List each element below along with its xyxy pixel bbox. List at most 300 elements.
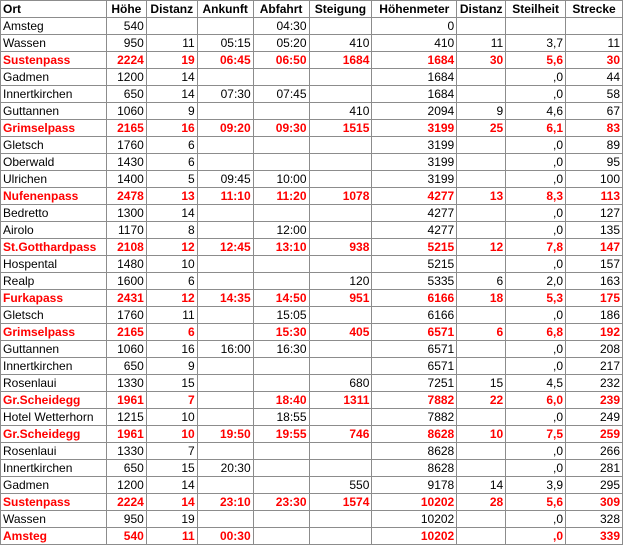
cell-distanz[interactable]: 19 xyxy=(146,511,197,528)
cell-ort[interactable]: Grimselpass xyxy=(1,324,107,341)
cell-strecke[interactable]: 339 xyxy=(566,528,623,545)
cell-distanz[interactable]: 5 xyxy=(146,171,197,188)
cell-steigung[interactable] xyxy=(309,341,372,358)
cell-ort[interactable]: Innertkirchen xyxy=(1,86,107,103)
cell-strecke[interactable]: 208 xyxy=(566,341,623,358)
cell-distanz[interactable]: 13 xyxy=(146,188,197,205)
cell-hoehe[interactable]: 1961 xyxy=(106,392,146,409)
cell-steilheit[interactable]: ,0 xyxy=(506,358,566,375)
cell-steigung[interactable] xyxy=(309,307,372,324)
cell-strecke[interactable]: 127 xyxy=(566,205,623,222)
cell-distanz[interactable]: 9 xyxy=(146,358,197,375)
cell-hoehenmeter[interactable]: 4277 xyxy=(372,222,457,239)
cell-hoehenmeter[interactable]: 5215 xyxy=(372,239,457,256)
cell-abfahrt[interactable]: 09:30 xyxy=(253,120,309,137)
cell-ankunft[interactable]: 23:10 xyxy=(197,494,253,511)
cell-strecke[interactable]: 295 xyxy=(566,477,623,494)
cell-steilheit[interactable] xyxy=(506,18,566,35)
cell-hoehenmeter[interactable]: 0 xyxy=(372,18,457,35)
cell-distanz[interactable]: 6 xyxy=(146,273,197,290)
cell-hoehe[interactable]: 1961 xyxy=(106,426,146,443)
cell-distanz[interactable]: 16 xyxy=(146,120,197,137)
cell-distanz[interactable]: 12 xyxy=(146,290,197,307)
cell-steilheit[interactable]: 5,3 xyxy=(506,290,566,307)
cell-hoehenmeter[interactable]: 6571 xyxy=(372,341,457,358)
cell-ankunft[interactable] xyxy=(197,392,253,409)
cell-distanz[interactable]: 7 xyxy=(146,443,197,460)
cell-ort[interactable]: Guttannen xyxy=(1,341,107,358)
cell-strecke[interactable]: 83 xyxy=(566,120,623,137)
cell-abfahrt[interactable] xyxy=(253,103,309,120)
cell-steilheit[interactable]: 2,0 xyxy=(506,273,566,290)
cell-ankunft[interactable] xyxy=(197,154,253,171)
cell-distanz[interactable]: 8 xyxy=(146,222,197,239)
cell-hoehenmeter[interactable]: 8628 xyxy=(372,460,457,477)
cell-steilheit[interactable]: ,0 xyxy=(506,460,566,477)
cell-ankunft[interactable]: 11:10 xyxy=(197,188,253,205)
cell-strecke[interactable]: 328 xyxy=(566,511,623,528)
cell-steigung[interactable]: 951 xyxy=(309,290,372,307)
cell-steilheit[interactable]: ,0 xyxy=(506,443,566,460)
cell-abfahrt[interactable] xyxy=(253,273,309,290)
cell-hoehenmeter[interactable]: 3199 xyxy=(372,120,457,137)
cell-distanz-2[interactable] xyxy=(457,222,506,239)
cell-steigung[interactable] xyxy=(309,137,372,154)
cell-distanz-2[interactable] xyxy=(457,460,506,477)
cell-abfahrt[interactable]: 11:20 xyxy=(253,188,309,205)
cell-hoehenmeter[interactable]: 3199 xyxy=(372,171,457,188)
cell-steigung[interactable] xyxy=(309,222,372,239)
cell-distanz[interactable]: 14 xyxy=(146,477,197,494)
cell-steigung[interactable] xyxy=(309,18,372,35)
cell-abfahrt[interactable] xyxy=(253,358,309,375)
cell-abfahrt[interactable] xyxy=(253,460,309,477)
cell-abfahrt[interactable] xyxy=(253,511,309,528)
cell-ankunft[interactable]: 14:35 xyxy=(197,290,253,307)
cell-hoehe[interactable]: 1400 xyxy=(106,171,146,188)
cell-hoehe[interactable]: 1480 xyxy=(106,256,146,273)
cell-strecke[interactable]: 30 xyxy=(566,52,623,69)
cell-ankunft[interactable] xyxy=(197,324,253,341)
cell-hoehe[interactable]: 2165 xyxy=(106,324,146,341)
cell-hoehe[interactable]: 2431 xyxy=(106,290,146,307)
cell-hoehe[interactable]: 2165 xyxy=(106,120,146,137)
cell-steigung[interactable] xyxy=(309,511,372,528)
cell-abfahrt[interactable]: 04:30 xyxy=(253,18,309,35)
cell-ort[interactable]: Hospental xyxy=(1,256,107,273)
cell-distanz-2[interactable] xyxy=(457,307,506,324)
cell-ort[interactable]: Oberwald xyxy=(1,154,107,171)
col-header-steigung[interactable]: Steigung xyxy=(309,1,372,18)
cell-steigung[interactable]: 680 xyxy=(309,375,372,392)
cell-distanz-2[interactable]: 9 xyxy=(457,103,506,120)
cell-hoehe[interactable]: 2478 xyxy=(106,188,146,205)
cell-ankunft[interactable] xyxy=(197,307,253,324)
cell-steigung[interactable]: 1684 xyxy=(309,52,372,69)
cell-distanz[interactable]: 10 xyxy=(146,409,197,426)
cell-hoehenmeter[interactable]: 6166 xyxy=(372,290,457,307)
cell-ort[interactable]: Airolo xyxy=(1,222,107,239)
cell-hoehe[interactable]: 2224 xyxy=(106,52,146,69)
cell-hoehenmeter[interactable]: 7251 xyxy=(372,375,457,392)
cell-ort[interactable]: Sustenpass xyxy=(1,494,107,511)
cell-steilheit[interactable]: ,0 xyxy=(506,205,566,222)
cell-hoehe[interactable]: 1430 xyxy=(106,154,146,171)
cell-strecke[interactable]: 192 xyxy=(566,324,623,341)
cell-hoehe[interactable]: 1330 xyxy=(106,375,146,392)
cell-abfahrt[interactable]: 07:45 xyxy=(253,86,309,103)
cell-ankunft[interactable] xyxy=(197,18,253,35)
cell-hoehe[interactable]: 540 xyxy=(106,528,146,545)
cell-abfahrt[interactable]: 13:10 xyxy=(253,239,309,256)
cell-ort[interactable]: Rosenlaui xyxy=(1,375,107,392)
cell-hoehenmeter[interactable]: 1684 xyxy=(372,86,457,103)
cell-distanz-2[interactable]: 12 xyxy=(457,239,506,256)
cell-ort[interactable]: Wassen xyxy=(1,511,107,528)
cell-steigung[interactable] xyxy=(309,69,372,86)
cell-steilheit[interactable]: ,0 xyxy=(506,137,566,154)
cell-steilheit[interactable]: ,0 xyxy=(506,171,566,188)
cell-strecke[interactable]: 100 xyxy=(566,171,623,188)
cell-ort[interactable]: Rosenlaui xyxy=(1,443,107,460)
cell-strecke[interactable]: 232 xyxy=(566,375,623,392)
cell-steilheit[interactable]: 4,6 xyxy=(506,103,566,120)
cell-abfahrt[interactable]: 15:30 xyxy=(253,324,309,341)
cell-hoehenmeter[interactable]: 6166 xyxy=(372,307,457,324)
cell-abfahrt[interactable] xyxy=(253,205,309,222)
cell-ankunft[interactable] xyxy=(197,477,253,494)
cell-strecke[interactable]: 157 xyxy=(566,256,623,273)
cell-ort[interactable]: Gr.Scheidegg xyxy=(1,392,107,409)
cell-distanz[interactable] xyxy=(146,18,197,35)
cell-ort[interactable]: Amsteg xyxy=(1,528,107,545)
cell-ankunft[interactable] xyxy=(197,222,253,239)
cell-steigung[interactable] xyxy=(309,460,372,477)
cell-ort[interactable]: Gadmen xyxy=(1,477,107,494)
cell-strecke[interactable]: 147 xyxy=(566,239,623,256)
cell-hoehe[interactable]: 650 xyxy=(106,358,146,375)
cell-distanz[interactable]: 6 xyxy=(146,324,197,341)
cell-abfahrt[interactable]: 16:30 xyxy=(253,341,309,358)
cell-distanz[interactable]: 19 xyxy=(146,52,197,69)
cell-steigung[interactable]: 746 xyxy=(309,426,372,443)
col-header-ankunft[interactable]: Ankunft xyxy=(197,1,253,18)
cell-steigung[interactable] xyxy=(309,443,372,460)
cell-strecke[interactable]: 217 xyxy=(566,358,623,375)
cell-ort[interactable]: Realp xyxy=(1,273,107,290)
cell-ankunft[interactable] xyxy=(197,69,253,86)
cell-strecke[interactable]: 44 xyxy=(566,69,623,86)
cell-steilheit[interactable]: 6,0 xyxy=(506,392,566,409)
cell-distanz-2[interactable]: 25 xyxy=(457,120,506,137)
cell-strecke[interactable]: 163 xyxy=(566,273,623,290)
cell-steigung[interactable]: 1311 xyxy=(309,392,372,409)
cell-abfahrt[interactable]: 15:05 xyxy=(253,307,309,324)
cell-strecke[interactable]: 67 xyxy=(566,103,623,120)
cell-ankunft[interactable]: 00:30 xyxy=(197,528,253,545)
cell-hoehenmeter[interactable]: 10202 xyxy=(372,511,457,528)
cell-strecke[interactable]: 89 xyxy=(566,137,623,154)
cell-abfahrt[interactable]: 05:20 xyxy=(253,35,309,52)
cell-steigung[interactable]: 1078 xyxy=(309,188,372,205)
cell-abfahrt[interactable] xyxy=(253,137,309,154)
cell-ort[interactable]: Ulrichen xyxy=(1,171,107,188)
cell-hoehe[interactable]: 1060 xyxy=(106,103,146,120)
cell-distanz[interactable]: 11 xyxy=(146,307,197,324)
cell-ankunft[interactable] xyxy=(197,205,253,222)
cell-strecke[interactable]: 186 xyxy=(566,307,623,324)
cell-distanz-2[interactable]: 6 xyxy=(457,273,506,290)
col-header-abfahrt[interactable]: Abfahrt xyxy=(253,1,309,18)
cell-hoehenmeter[interactable]: 7882 xyxy=(372,409,457,426)
cell-steigung[interactable] xyxy=(309,358,372,375)
cell-steigung[interactable]: 405 xyxy=(309,324,372,341)
cell-hoehe[interactable]: 950 xyxy=(106,35,146,52)
cell-steilheit[interactable]: 5,6 xyxy=(506,494,566,511)
cell-steilheit[interactable]: ,0 xyxy=(506,69,566,86)
cell-hoehenmeter[interactable]: 410 xyxy=(372,35,457,52)
cell-hoehenmeter[interactable]: 9178 xyxy=(372,477,457,494)
cell-hoehe[interactable]: 1760 xyxy=(106,307,146,324)
cell-abfahrt[interactable] xyxy=(253,443,309,460)
cell-strecke[interactable]: 281 xyxy=(566,460,623,477)
cell-ort[interactable]: Furkapass xyxy=(1,290,107,307)
cell-hoehe[interactable]: 1200 xyxy=(106,69,146,86)
cell-abfahrt[interactable]: 18:40 xyxy=(253,392,309,409)
cell-hoehenmeter[interactable]: 7882 xyxy=(372,392,457,409)
cell-ort[interactable]: Grimselpass xyxy=(1,120,107,137)
cell-distanz[interactable]: 15 xyxy=(146,375,197,392)
cell-ort[interactable]: Innertkirchen xyxy=(1,358,107,375)
cell-distanz-2[interactable]: 14 xyxy=(457,477,506,494)
cell-ort[interactable]: Sustenpass xyxy=(1,52,107,69)
cell-steigung[interactable]: 1574 xyxy=(309,494,372,511)
cell-distanz[interactable]: 6 xyxy=(146,137,197,154)
cell-distanz-2[interactable] xyxy=(457,256,506,273)
cell-steilheit[interactable]: ,0 xyxy=(506,511,566,528)
cell-abfahrt[interactable] xyxy=(253,256,309,273)
cell-hoehe[interactable]: 1060 xyxy=(106,341,146,358)
cell-distanz[interactable]: 11 xyxy=(146,35,197,52)
cell-steigung[interactable] xyxy=(309,409,372,426)
cell-hoehenmeter[interactable]: 5215 xyxy=(372,256,457,273)
cell-strecke[interactable]: 266 xyxy=(566,443,623,460)
cell-abfahrt[interactable] xyxy=(253,154,309,171)
cell-ankunft[interactable] xyxy=(197,358,253,375)
cell-strecke[interactable]: 95 xyxy=(566,154,623,171)
cell-distanz[interactable]: 14 xyxy=(146,69,197,86)
cell-steigung[interactable]: 1515 xyxy=(309,120,372,137)
cell-ankunft[interactable]: 05:15 xyxy=(197,35,253,52)
cell-ankunft[interactable]: 07:30 xyxy=(197,86,253,103)
cell-strecke[interactable]: 309 xyxy=(566,494,623,511)
cell-steigung[interactable] xyxy=(309,205,372,222)
cell-distanz[interactable]: 14 xyxy=(146,205,197,222)
cell-steigung[interactable] xyxy=(309,154,372,171)
col-header-strecke[interactable]: Strecke xyxy=(566,1,623,18)
cell-distanz-2[interactable] xyxy=(457,341,506,358)
cell-hoehenmeter[interactable]: 1684 xyxy=(372,69,457,86)
cell-ort[interactable]: Bedretto xyxy=(1,205,107,222)
cell-hoehe[interactable]: 1215 xyxy=(106,409,146,426)
cell-abfahrt[interactable]: 19:55 xyxy=(253,426,309,443)
cell-hoehe[interactable]: 650 xyxy=(106,460,146,477)
col-header-ort[interactable]: Ort xyxy=(1,1,107,18)
cell-ort[interactable]: Gr.Scheidegg xyxy=(1,426,107,443)
cell-ort[interactable]: St.Gotthardpass xyxy=(1,239,107,256)
cell-hoehe[interactable]: 1170 xyxy=(106,222,146,239)
cell-steigung[interactable]: 120 xyxy=(309,273,372,290)
cell-distanz[interactable]: 15 xyxy=(146,460,197,477)
cell-ankunft[interactable]: 12:45 xyxy=(197,239,253,256)
cell-distanz[interactable]: 14 xyxy=(146,86,197,103)
cell-steilheit[interactable]: ,0 xyxy=(506,341,566,358)
cell-steilheit[interactable]: ,0 xyxy=(506,307,566,324)
cell-steilheit[interactable]: 3,9 xyxy=(506,477,566,494)
cell-ankunft[interactable] xyxy=(197,256,253,273)
cell-ankunft[interactable]: 09:20 xyxy=(197,120,253,137)
cell-ort[interactable]: Hotel Wetterhorn xyxy=(1,409,107,426)
cell-hoehe[interactable]: 2108 xyxy=(106,239,146,256)
cell-ort[interactable]: Gletsch xyxy=(1,137,107,154)
cell-distanz-2[interactable]: 15 xyxy=(457,375,506,392)
cell-abfahrt[interactable]: 12:00 xyxy=(253,222,309,239)
cell-steilheit[interactable]: 3,7 xyxy=(506,35,566,52)
cell-distanz-2[interactable]: 6 xyxy=(457,324,506,341)
cell-ankunft[interactable]: 19:50 xyxy=(197,426,253,443)
cell-distanz-2[interactable]: 13 xyxy=(457,188,506,205)
cell-strecke[interactable]: 58 xyxy=(566,86,623,103)
cell-ort[interactable]: Amsteg xyxy=(1,18,107,35)
cell-hoehenmeter[interactable]: 4277 xyxy=(372,188,457,205)
cell-hoehenmeter[interactable]: 3199 xyxy=(372,137,457,154)
cell-steigung[interactable] xyxy=(309,171,372,188)
cell-hoehenmeter[interactable]: 8628 xyxy=(372,426,457,443)
col-header-distanz[interactable]: Distanz xyxy=(146,1,197,18)
cell-steilheit[interactable]: ,0 xyxy=(506,528,566,545)
cell-distanz-2[interactable]: 22 xyxy=(457,392,506,409)
cell-ort[interactable]: Guttannen xyxy=(1,103,107,120)
cell-distanz-2[interactable] xyxy=(457,409,506,426)
col-header-steilheit[interactable]: Steilheit xyxy=(506,1,566,18)
cell-strecke[interactable] xyxy=(566,18,623,35)
cell-steilheit[interactable]: ,0 xyxy=(506,154,566,171)
cell-ankunft[interactable] xyxy=(197,137,253,154)
cell-strecke[interactable]: 135 xyxy=(566,222,623,239)
cell-strecke[interactable]: 175 xyxy=(566,290,623,307)
cell-hoehe[interactable]: 1200 xyxy=(106,477,146,494)
cell-hoehe[interactable]: 1760 xyxy=(106,137,146,154)
cell-hoehenmeter[interactable]: 2094 xyxy=(372,103,457,120)
cell-distanz-2[interactable] xyxy=(457,443,506,460)
cell-distanz[interactable]: 7 xyxy=(146,392,197,409)
cell-ankunft[interactable] xyxy=(197,409,253,426)
cell-steigung[interactable] xyxy=(309,86,372,103)
cell-ankunft[interactable] xyxy=(197,443,253,460)
cell-steilheit[interactable]: 7,8 xyxy=(506,239,566,256)
cell-ort[interactable]: Gadmen xyxy=(1,69,107,86)
cell-distanz-2[interactable]: 10 xyxy=(457,426,506,443)
cell-steilheit[interactable]: 8,3 xyxy=(506,188,566,205)
cell-hoehenmeter[interactable]: 3199 xyxy=(372,154,457,171)
cell-distanz[interactable]: 16 xyxy=(146,341,197,358)
cell-hoehenmeter[interactable]: 10202 xyxy=(372,528,457,545)
cell-hoehe[interactable]: 2224 xyxy=(106,494,146,511)
cell-ankunft[interactable]: 06:45 xyxy=(197,52,253,69)
cell-ankunft[interactable] xyxy=(197,103,253,120)
cell-distanz-2[interactable] xyxy=(457,69,506,86)
cell-steilheit[interactable]: 6,8 xyxy=(506,324,566,341)
col-header-hoehe[interactable]: Höhe xyxy=(106,1,146,18)
cell-steigung[interactable]: 550 xyxy=(309,477,372,494)
cell-distanz[interactable]: 9 xyxy=(146,103,197,120)
cell-distanz-2[interactable]: 18 xyxy=(457,290,506,307)
cell-abfahrt[interactable]: 14:50 xyxy=(253,290,309,307)
cell-distanz-2[interactable]: 30 xyxy=(457,52,506,69)
cell-hoehenmeter[interactable]: 10202 xyxy=(372,494,457,511)
cell-steigung[interactable]: 410 xyxy=(309,103,372,120)
cell-hoehe[interactable]: 540 xyxy=(106,18,146,35)
cell-distanz-2[interactable] xyxy=(457,154,506,171)
cell-abfahrt[interactable]: 06:50 xyxy=(253,52,309,69)
cell-distanz-2[interactable] xyxy=(457,171,506,188)
cell-distanz[interactable]: 12 xyxy=(146,239,197,256)
cell-hoehenmeter[interactable]: 6571 xyxy=(372,358,457,375)
cell-distanz-2[interactable] xyxy=(457,86,506,103)
cell-ankunft[interactable]: 09:45 xyxy=(197,171,253,188)
cell-hoehenmeter[interactable]: 6571 xyxy=(372,324,457,341)
cell-steilheit[interactable]: ,0 xyxy=(506,86,566,103)
cell-distanz[interactable]: 10 xyxy=(146,256,197,273)
col-header-distanz-2[interactable]: Distanz xyxy=(457,1,506,18)
cell-strecke[interactable]: 239 xyxy=(566,392,623,409)
cell-ankunft[interactable] xyxy=(197,375,253,392)
cell-distanz-2[interactable] xyxy=(457,511,506,528)
cell-steigung[interactable]: 410 xyxy=(309,35,372,52)
cell-abfahrt[interactable] xyxy=(253,477,309,494)
cell-abfahrt[interactable]: 23:30 xyxy=(253,494,309,511)
cell-distanz-2[interactable]: 11 xyxy=(457,35,506,52)
cell-distanz-2[interactable] xyxy=(457,205,506,222)
cell-ort[interactable]: Wassen xyxy=(1,35,107,52)
cell-strecke[interactable]: 259 xyxy=(566,426,623,443)
cell-abfahrt[interactable]: 10:00 xyxy=(253,171,309,188)
cell-strecke[interactable]: 113 xyxy=(566,188,623,205)
cell-steilheit[interactable]: ,0 xyxy=(506,409,566,426)
cell-hoehenmeter[interactable]: 5335 xyxy=(372,273,457,290)
cell-hoehe[interactable]: 950 xyxy=(106,511,146,528)
cell-steilheit[interactable]: 5,6 xyxy=(506,52,566,69)
cell-distanz-2[interactable]: 28 xyxy=(457,494,506,511)
cell-distanz-2[interactable] xyxy=(457,358,506,375)
cell-hoehenmeter[interactable]: 1684 xyxy=(372,52,457,69)
cell-ankunft[interactable] xyxy=(197,273,253,290)
cell-distanz[interactable]: 10 xyxy=(146,426,197,443)
cell-distanz-2[interactable] xyxy=(457,137,506,154)
cell-steigung[interactable] xyxy=(309,256,372,273)
cell-distanz[interactable]: 14 xyxy=(146,494,197,511)
cell-ort[interactable]: Gletsch xyxy=(1,307,107,324)
cell-hoehe[interactable]: 650 xyxy=(106,86,146,103)
cell-ort[interactable]: Nufenenpass xyxy=(1,188,107,205)
cell-hoehe[interactable]: 1300 xyxy=(106,205,146,222)
cell-hoehenmeter[interactable]: 4277 xyxy=(372,205,457,222)
cell-steilheit[interactable]: ,0 xyxy=(506,222,566,239)
cell-hoehe[interactable]: 1330 xyxy=(106,443,146,460)
cell-distanz[interactable]: 11 xyxy=(146,528,197,545)
cell-strecke[interactable]: 249 xyxy=(566,409,623,426)
cell-distanz-2[interactable] xyxy=(457,18,506,35)
